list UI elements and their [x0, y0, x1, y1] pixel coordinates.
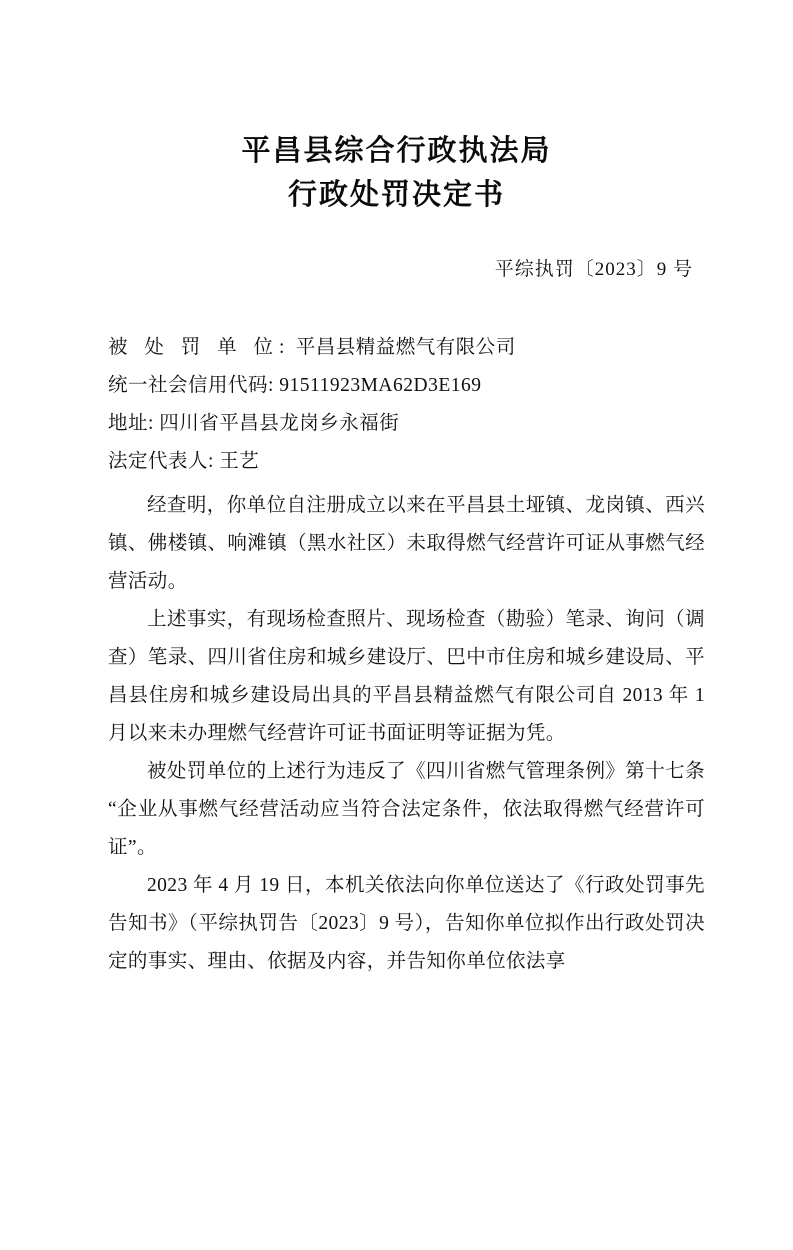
field-label-address: 地址:	[108, 413, 154, 434]
body-paragraph: 被处罚单位的上述行为违反了《四川省燃气管理条例》第十七条“企业从事燃气经营活动应当符合法定条件，依法取得燃气经营许可证”。	[108, 761, 705, 858]
body-paragraph: 2023 年 4 月 19 日，本机关依法向你单位送达了《行政处罚事先告知书》（平综执罚告〔2023〕9 号），告知你单位拟作出行政处罚决定的事实、理由、依据及内容，并告知你单位依法享	[108, 875, 705, 972]
page-title-line-2: 行政处罚决定书	[287, 177, 505, 211]
field-row-credit-code	[108, 367, 705, 405]
document-number: 平综执罚〔2023〕9 号	[494, 259, 693, 280]
document-title-block	[0, 128, 793, 216]
field-value-credit-code: 91511923MA62D3E169	[279, 375, 482, 396]
field-row-legal-representative	[108, 443, 705, 481]
field-row-penalized-unit	[108, 329, 705, 367]
body-paragraph: 上述事实，有现场检查照片、现场检查（勘验）笔录、询问（调查）笔录、四川省住房和城乡建设厅、巴中市住房和城乡建设局、平昌县住房和城乡建设局出具的平昌县精益燃气有限公司自 2013 年 1 月以来未办理燃气经营许可证书面证明等证据为凭。	[108, 609, 706, 744]
field-value-penalized-unit: 平昌县精益燃气有限公司	[295, 337, 516, 358]
field-label-penalized-unit: 被 处 罚 单 位:	[108, 337, 291, 358]
document-body	[0, 329, 793, 981]
field-value-address: 四川省平昌县龙岗乡永福街	[159, 413, 400, 434]
field-label-legal-representative: 法定代表人:	[108, 451, 214, 472]
field-row-address	[108, 405, 705, 443]
body-paragraph: 经查明，你单位自注册成立以来在平昌县土垭镇、龙岗镇、西兴镇、佛楼镇、响滩镇（黑水社区）未取得燃气经营许可证从事燃气经营活动。	[108, 495, 706, 592]
field-label-credit-code: 统一社会信用代码:	[108, 375, 274, 396]
page-title-line-1: 平昌县综合行政执法局	[241, 133, 552, 167]
document-page	[0, 128, 793, 1250]
field-value-legal-representative: 王艺	[219, 451, 260, 472]
